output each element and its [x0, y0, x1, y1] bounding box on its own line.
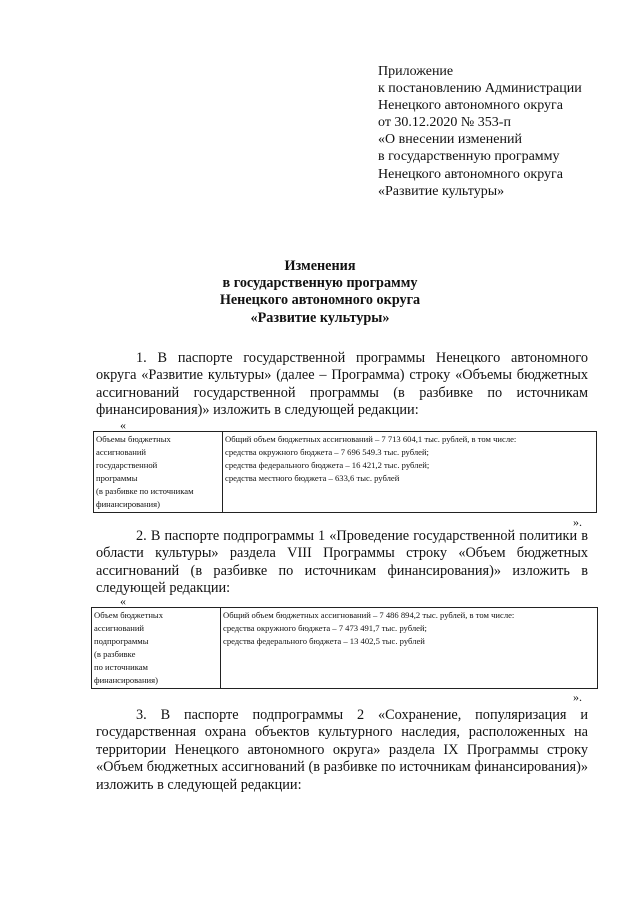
section-2-table	[91, 607, 598, 689]
value-line: Общий объем бюджетных ассигнований – 7 486 894,2 тыс. рублей, в том числе:	[223, 610, 515, 620]
title-line: «Развитие культуры»	[250, 309, 390, 326]
table-value-cell	[221, 608, 598, 689]
label-line: финансирования)	[94, 675, 158, 685]
title-line: в государственную программу	[222, 275, 418, 292]
value-line: средства федерального бюджета – 16 421,2 тыс. рублей;	[225, 460, 430, 470]
label-line: Объемы бюджетных	[96, 434, 171, 444]
label-line: (в разбивке по источникам	[96, 486, 194, 496]
appendix-line: Ненецкого автономного округа	[378, 166, 563, 182]
label-line: по источникам	[94, 662, 148, 672]
appendix-line: Приложение	[378, 64, 454, 79]
appendix-line: Ненецкого автономного округа	[378, 98, 563, 114]
label-line: подпрограммы	[94, 636, 149, 646]
appendix-line: от 30.12.2020 № 353-п	[378, 115, 511, 131]
label-line: (в разбивке	[94, 649, 136, 659]
label-line: Объем бюджетных	[94, 610, 164, 620]
label-line: финансирования)	[96, 499, 160, 509]
section-1-table	[93, 431, 597, 513]
section-2-quote-close: ».	[573, 690, 582, 704]
table-value-cell	[223, 432, 597, 513]
title-line: Ненецкого автономного округа	[219, 292, 421, 309]
label-line: программы	[96, 473, 138, 483]
value-line: средства окружного бюджета – 7 473 491,7 тыс. рублей;	[223, 623, 427, 633]
table-label-cell	[94, 432, 223, 513]
appendix-line: «О внесении изменений	[378, 132, 522, 148]
appendix-line: в государственную программу	[378, 149, 560, 165]
section-2-paragraph: 2. В паспорте подпрограммы 1 «Проведение государственной политики в области культуры» раздела VIII Программы строку «Объем бюджетных ассигнований (в разбивке по источникам финансирования)» изложить в следующей редакции:	[96, 528, 588, 597]
appendix-header	[378, 63, 582, 200]
section-1-paragraph: 1. В паспорте государственной программы Ненецкого автономного округа «Развитие культуры» (далее – Программа) строку «Объемы бюджетных ассигнований государственной программы (в разбивке по источникам финансирования)» изложить в следующей редакции:	[96, 350, 588, 419]
title-line: Изменения	[284, 258, 356, 274]
value-line: средства местного бюджета – 633,6 тыс. рублей	[225, 473, 400, 483]
label-line: ассигнований	[94, 623, 145, 633]
document-title	[0, 258, 640, 327]
appendix-line: «Развитие культуры»	[378, 183, 505, 199]
section-2-quote-open: «	[120, 594, 126, 608]
section-1-quote-close: ».	[573, 515, 582, 529]
section-1-quote-open: «	[120, 418, 126, 432]
value-line: средства окружного бюджета – 7 696 549.3 тыс. рублей;	[225, 447, 429, 457]
value-line: средства федерального бюджета – 13 402,5 тыс. рублей	[223, 636, 425, 646]
table-label-cell	[92, 608, 221, 689]
appendix-line: к постановлению Администрации	[378, 81, 582, 97]
label-line: ассигнований	[96, 447, 147, 457]
section-3-paragraph: 3. В паспорте подпрограммы 2 «Сохранение, популяризация и государственная охрана объектов культурного наследия, расположенных на территории Ненецкого автономного округа» раздела IX Программы строку «Объем бюджетных ассигнований (в разбивке по источникам финансирования)» изложить в следующей редакции:	[96, 707, 588, 793]
table-row	[94, 432, 597, 513]
table-row	[92, 608, 598, 689]
label-line: государственной	[96, 460, 158, 470]
value-line: Общий объем бюджетных ассигнований – 7 713 604,1 тыс. рублей, в том числе:	[225, 434, 517, 444]
